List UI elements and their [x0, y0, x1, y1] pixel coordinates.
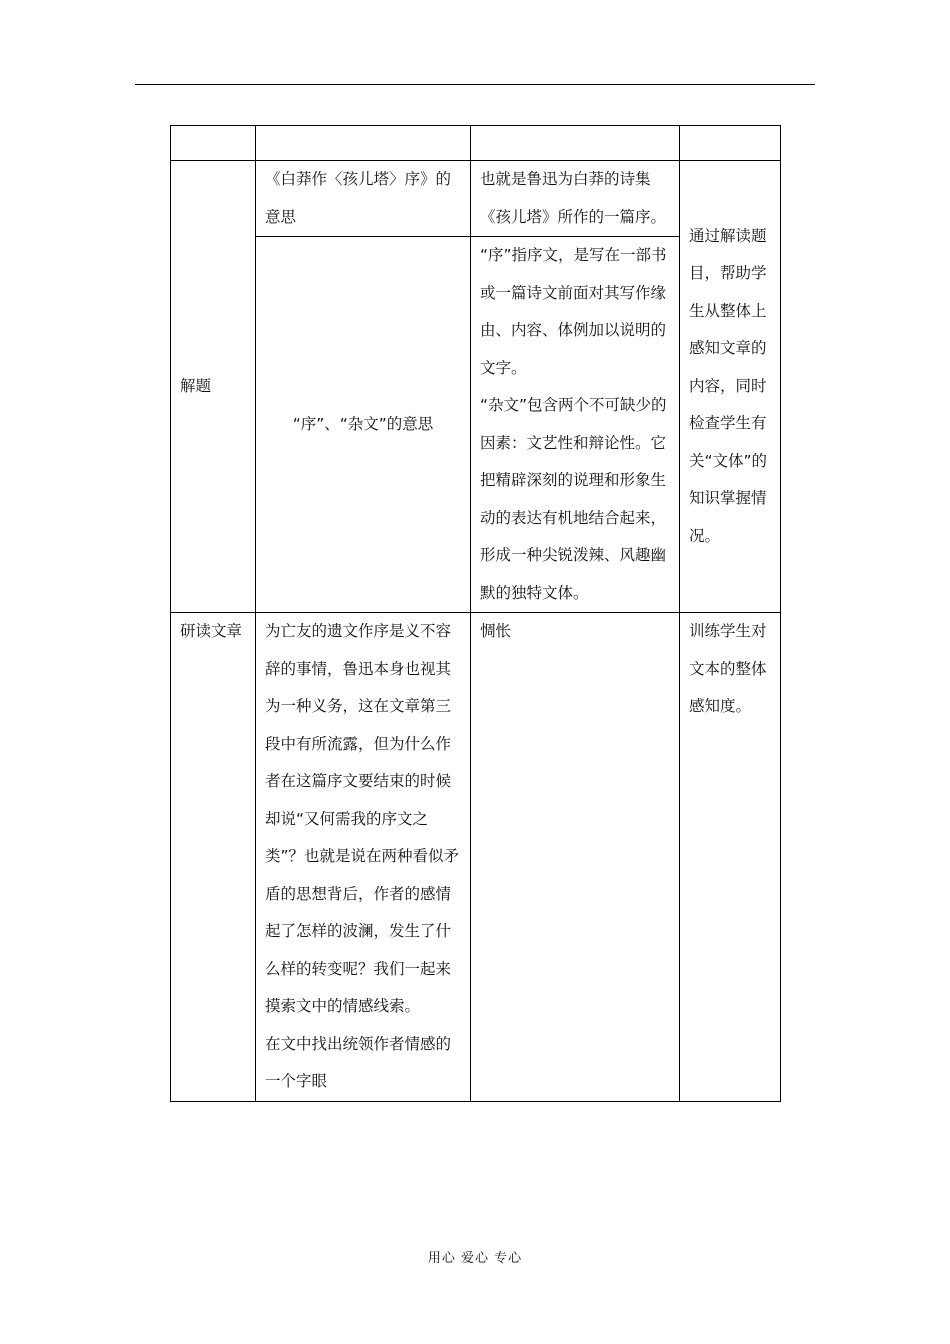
blank-cell — [680, 126, 781, 161]
blank-cell — [171, 126, 256, 161]
row2-answer-p2: “杂文”包含两个不可缺少的因素：文艺性和辩论性。它把精辟深刻的说理和形象生动的表达有机地结合起来，形成一种尖锐泼辣、风趣幽默的独特文体。 — [480, 396, 667, 602]
page-footer: 用心 爱心 专心 — [427, 1251, 523, 1266]
jieti-label: 解题 — [180, 376, 212, 395]
row2-item-cell — [256, 237, 471, 613]
table-row — [171, 161, 781, 237]
row1-item: 《白莽作〈孩儿塔〉序》的意思 — [265, 170, 452, 226]
lesson-plan-table — [170, 125, 781, 1102]
yandu-purpose-cell — [680, 613, 781, 1102]
yandu-item-p1: 为亡友的遗文作序是义不容辞的事情，鲁迅本身也视其为一种义务，这在文章第三段中有所流露，但为什么作者在这篇序文要结束的时候却说“又何需我的序文之类”？也就是说在两种看似矛盾的思想背后，作者的感情起了怎样的波澜，发生了什么样的转变呢？我们一起来摸索文中的情感线索。 — [265, 622, 460, 1015]
jieti-purpose-cell — [680, 161, 781, 613]
yandu-purpose: 训练学生对文本的整体感知度。 — [689, 622, 767, 715]
yandu-item-p2: 在文中找出统领作者情感的一个字眼 — [265, 1034, 452, 1090]
row1-answer-cell — [471, 161, 680, 237]
jieti-label-cell — [171, 161, 256, 613]
row1-item-cell — [256, 161, 471, 237]
table-row-blank — [171, 126, 781, 161]
yandu-item-cell — [256, 613, 471, 1102]
jieti-purpose: 通过解读题目，帮助学生从整体上感知文章的内容，同时检查学生有关“文体”的知识掌握情况。 — [689, 226, 768, 545]
yandu-answer-cell — [471, 613, 680, 1102]
yandu-label-cell — [171, 613, 256, 1102]
yandu-label: 研读文章 — [180, 622, 243, 640]
blank-cell — [471, 126, 680, 161]
header-rule — [135, 84, 815, 85]
row2-item: “序”、“杂文”的意思 — [292, 414, 434, 433]
yandu-answer: 惆怅 — [480, 622, 512, 640]
row2-answer-cell — [471, 237, 680, 613]
blank-cell — [256, 126, 471, 161]
row1-answer: 也就是鲁迅为白莽的诗集《孩儿塔》所作的一篇序。 — [480, 170, 667, 226]
row2-answer-p1: “序”指序文，是写在一部书或一篇诗文前面对其写作缘由、内容、体例加以说明的文字。 — [480, 246, 667, 377]
table-row — [171, 613, 781, 1102]
